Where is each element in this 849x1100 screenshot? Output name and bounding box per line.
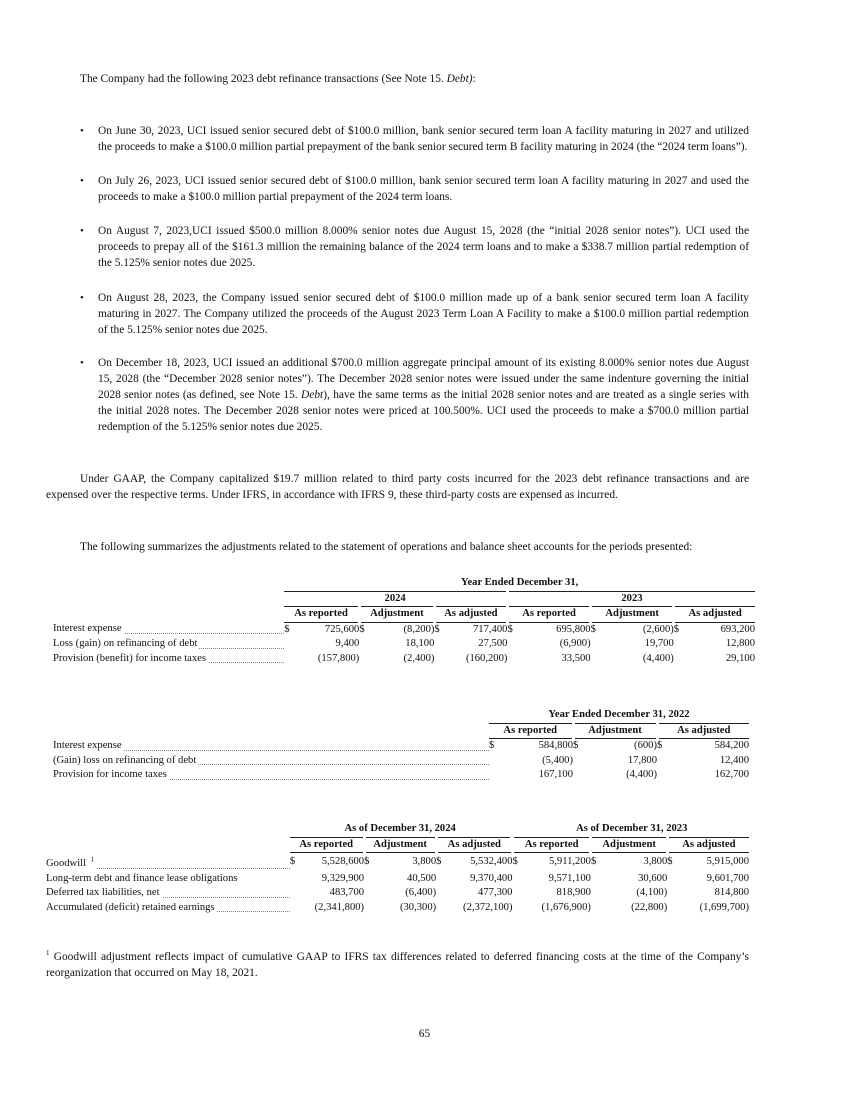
bullet-item: On August 28, 2023, the Company issued senior secured debt of $100.0 million made up of a bank senior secured term loan A facility maturing in 2027. The Company utilized the proceeds of the August 2023 Term Loan A Facility to make a $100.0 million partial redemption of the 5.125% senior notes due 2025. (98, 292, 749, 336)
page-number: 65 (418, 1028, 431, 1040)
column-header: As adjusted (657, 723, 749, 739)
bullet-item: On December 18, 2023, UCI issued an additional $700.0 million aggregate principal amount of its existing 8.000% senior notes due August 15, 2028 (the “December 2028 senior notes”). The December 2028 senior notes were issued under the same indenture governing the initial 2028 senior notes (as defined, see Note 15. Debt), have the same terms as the initial 2028 senior notes and are treated as a single series with the initial 2028 notes. The December 2028 senior notes were priced at 100.500%. UCI used the proceeds to make a $700.0 million partial redemption of the 5.125% senior notes due 2025. (98, 357, 749, 433)
operations-table-2022 (53, 708, 749, 783)
column-header: Adjustment (364, 837, 436, 853)
bullet-marker: • (80, 357, 84, 369)
operations-table-2024-2023 (53, 576, 755, 666)
intro-text: The Company had the following 2023 debt refinance transactions (See Note 15. Debt): (80, 73, 476, 85)
table-row: Deferred tax liabilities, net 483,700 (6,400) 477,300 818,900 (4,100) 814,800 (46, 886, 749, 901)
row-label: Long-term debt and finance lease obligations (46, 872, 238, 884)
row-label: Accumulated (deficit) retained earnings (46, 901, 290, 916)
bullet-marker: • (80, 125, 84, 137)
row-label: Goodwill $^1$ (46, 853, 290, 872)
table1-title: Year Ended December 31, (284, 576, 755, 591)
column-header: Adjustment (591, 837, 667, 853)
column-header: As adjusted (436, 837, 512, 853)
bullet-item: On June 30, 2023, UCI issued senior secured debt of $100.0 million, bank senior secured term loan A facility maturing in 2027 and utilized the proceeds to make a $100.0 million partial prepayment of the bank senior secured term B facility maturing in 2024 (the “2024 term loans”). (98, 125, 749, 153)
table1-year-2024: 2024 (284, 591, 507, 607)
bullet-marker: • (80, 175, 84, 187)
summary-paragraph: The following summarizes the adjustments related to the statement of operations and balance sheet accounts for the periods presented: (80, 541, 693, 553)
row-label: Interest expense (53, 622, 284, 637)
row-label: Provision for income taxes (53, 768, 489, 783)
footnote-marker: 1 (46, 949, 50, 957)
row-label: Deferred tax liabilities, net (46, 886, 290, 901)
column-header: As reported (512, 837, 590, 853)
column-header: As reported (284, 607, 359, 623)
column-header: Adjustment (359, 607, 434, 623)
table2-title: Year Ended December 31, 2022 (489, 708, 749, 723)
column-header: As adjusted (667, 837, 749, 853)
table-row: Loss (gain) on refinancing of debt 9,400 18,100 27,500 (6,900) 19,700 12,800 (53, 637, 755, 652)
column-header: As reported (290, 837, 364, 853)
row-label: (Gain) loss on refinancing of debt (53, 754, 489, 769)
table-row: Provision (benefit) for income taxes (157,800) (2,400) (160,200) 33,500 (4,400) 29,100 (53, 652, 755, 667)
bullet-marker: • (80, 225, 84, 237)
table3-title-2024: As of December 31, 2024 (290, 822, 513, 837)
balance-sheet-table (46, 822, 749, 915)
footnote: $^1$ Goodwill adjustment reflects impact of cumulative GAAP to IFRS tax differences related to deferred financing costs at the time of the Company’s reorganization that occurred on May 18, 2021. (46, 949, 749, 979)
bullet-marker: • (80, 292, 84, 304)
column-header: As adjusted (674, 607, 755, 623)
table-row: (Gain) loss on refinancing of debt (5,400) 17,800 12,400 (53, 754, 749, 769)
table-row: Provision for income taxes 167,100 (4,400) 162,700 (53, 768, 749, 783)
column-header: As adjusted (434, 607, 507, 623)
column-header: Adjustment (573, 723, 657, 739)
column-header: As reported (507, 607, 590, 623)
table1-year-2023: 2023 (507, 591, 755, 607)
table-row: Accumulated (deficit) retained earnings (2,341,800) (30,300) (2,372,100) (1,676,900) (22,800) (1,699,700) (46, 901, 749, 916)
table-row: Interest expense $ 725,600 $ (8,200) $ 717,400 $ 695,800 $ (2,600) $ 693,200 (53, 622, 755, 637)
bullet-item: On July 26, 2023, UCI issued senior secured debt of $100.0 million, bank senior secured term loan A facility maturing in 2027 and used the proceeds to make a $100.0 million partial prepayment of the 2024 term loans. (98, 175, 749, 203)
row-label: Interest expense (53, 739, 489, 754)
table-row: Long-term debt and finance lease obligations 9,329,900 40,500 9,370,400 9,571,100 30,600 9,601,700 (46, 872, 749, 887)
table3-title-2023: As of December 31, 2023 (512, 822, 749, 837)
table-row: Goodwill $^1$ $ 5,528,600 $ 3,800 $ 5,532,400 $ 5,911,200 $ 3,800 $ 5,915,000 (46, 853, 749, 872)
bullet-item: On August 7, 2023,UCI issued $500.0 million 8.000% senior notes due August 15, 2028 (the “initial 2028 senior notes”). UCI used the proceeds to prepay all of the $161.3 million the remaining balance of the 2024 term loans and to make a $338.7 million partial redemption of the 5.125% senior notes due 2025. (98, 225, 749, 269)
column-header: Adjustment (591, 607, 674, 623)
gaap-paragraph: Under GAAP, the Company capitalized $19.7 million related to third party costs incurred for the 2023 debt refinance transactions and are expensed over the respective terms. Under IFRS, in accordance with IFRS 9, these third-party costs are expensed as incurred. (46, 473, 749, 501)
row-label: Loss (gain) on refinancing of debt (53, 637, 284, 652)
row-label: Provision (benefit) for income taxes (53, 652, 284, 667)
footnote-ref: 1 (90, 855, 95, 864)
table-row: Interest expense $ 584,800 $ (600) $ 584,200 (53, 739, 749, 754)
column-header: As reported (489, 723, 573, 739)
